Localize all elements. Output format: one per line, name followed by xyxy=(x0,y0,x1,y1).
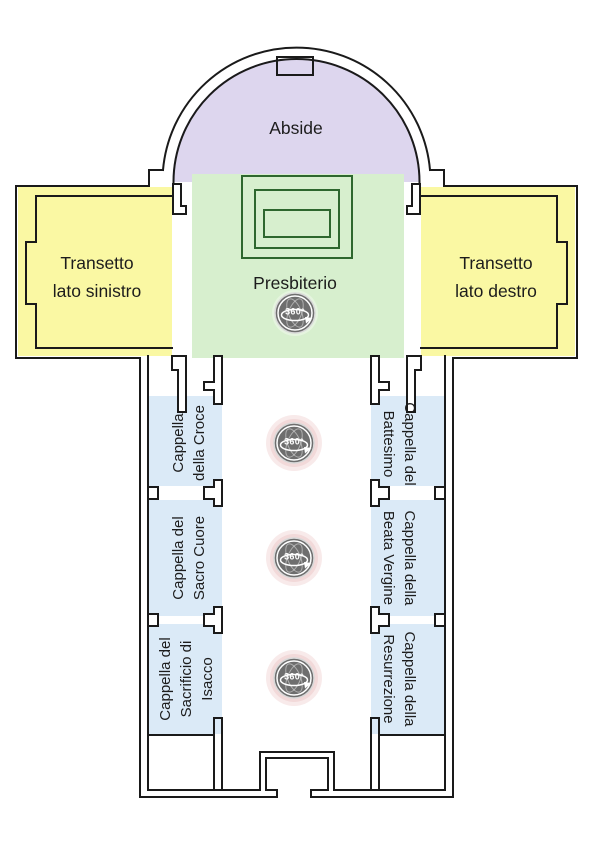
viewpoint-360-label: 360° xyxy=(284,436,304,447)
chapel-sacro-cuore-label-line1: Cappella del xyxy=(170,516,187,600)
entrance-gap-caps xyxy=(266,790,328,797)
viewpoint-360-label: 360° xyxy=(284,671,304,682)
transetto-destro-label-line2: lato destro xyxy=(455,281,537,301)
chapel-croce-label-line1: Cappella xyxy=(170,413,187,473)
viewpoint-360-label: 360° xyxy=(284,551,304,562)
chapel-isacco-label-line1: Cappella del xyxy=(157,637,174,721)
viewpoint-360-icon-nave-1[interactable] xyxy=(266,415,322,471)
chapel-sacro-cuore-label-line2: Sacro Cuore xyxy=(191,515,208,601)
colored-regions xyxy=(18,58,575,734)
chapel-resurrezione-label-line1: Cappella della xyxy=(401,631,418,727)
backwall-stub-right-1 xyxy=(435,487,445,499)
viewpoint-360-icon-nave-2[interactable] xyxy=(266,530,322,586)
chapel-resurrezione-label-line2: Resurrezione xyxy=(380,634,397,724)
chapel-isacco-label-line2: Sacrificio di xyxy=(178,640,195,718)
transetto-sinistro-label-line2: lato sinistro xyxy=(52,281,142,301)
chapel-battesimo-label-line2: Battesimo xyxy=(380,410,397,478)
backwall-stub-left-2 xyxy=(148,614,158,626)
transetto-sinistro-label-line1: Transetto xyxy=(60,253,134,273)
viewpoint-360-icon-nave-3[interactable] xyxy=(266,650,322,706)
abside-label: Abside xyxy=(269,118,323,138)
backwall-stub-right-2 xyxy=(435,614,445,626)
vestibule-inner-wall xyxy=(266,758,328,790)
transetto-destro-label-line1: Transetto xyxy=(459,253,533,273)
chapel-croce-label-line2: della Croce xyxy=(191,405,208,481)
gap-top-right-stub xyxy=(407,184,420,214)
chapel-beata-vergine-label-line2: Beata Vergine xyxy=(380,510,397,606)
viewpoint-360-label: 360° xyxy=(285,306,305,317)
backwall-stub-left-1 xyxy=(148,487,158,499)
chapel-beata-vergine-label-line1: Cappella della xyxy=(401,510,418,606)
chapel-battesimo-label-line1: Cappella del xyxy=(401,402,418,486)
gap-top-left-stub xyxy=(173,184,186,214)
presbiterio-label: Presbiterio xyxy=(253,273,337,293)
viewpoint-360-icon-presbiterio[interactable] xyxy=(272,290,318,336)
chapel-isacco-label-line3: Isacco xyxy=(199,657,216,701)
